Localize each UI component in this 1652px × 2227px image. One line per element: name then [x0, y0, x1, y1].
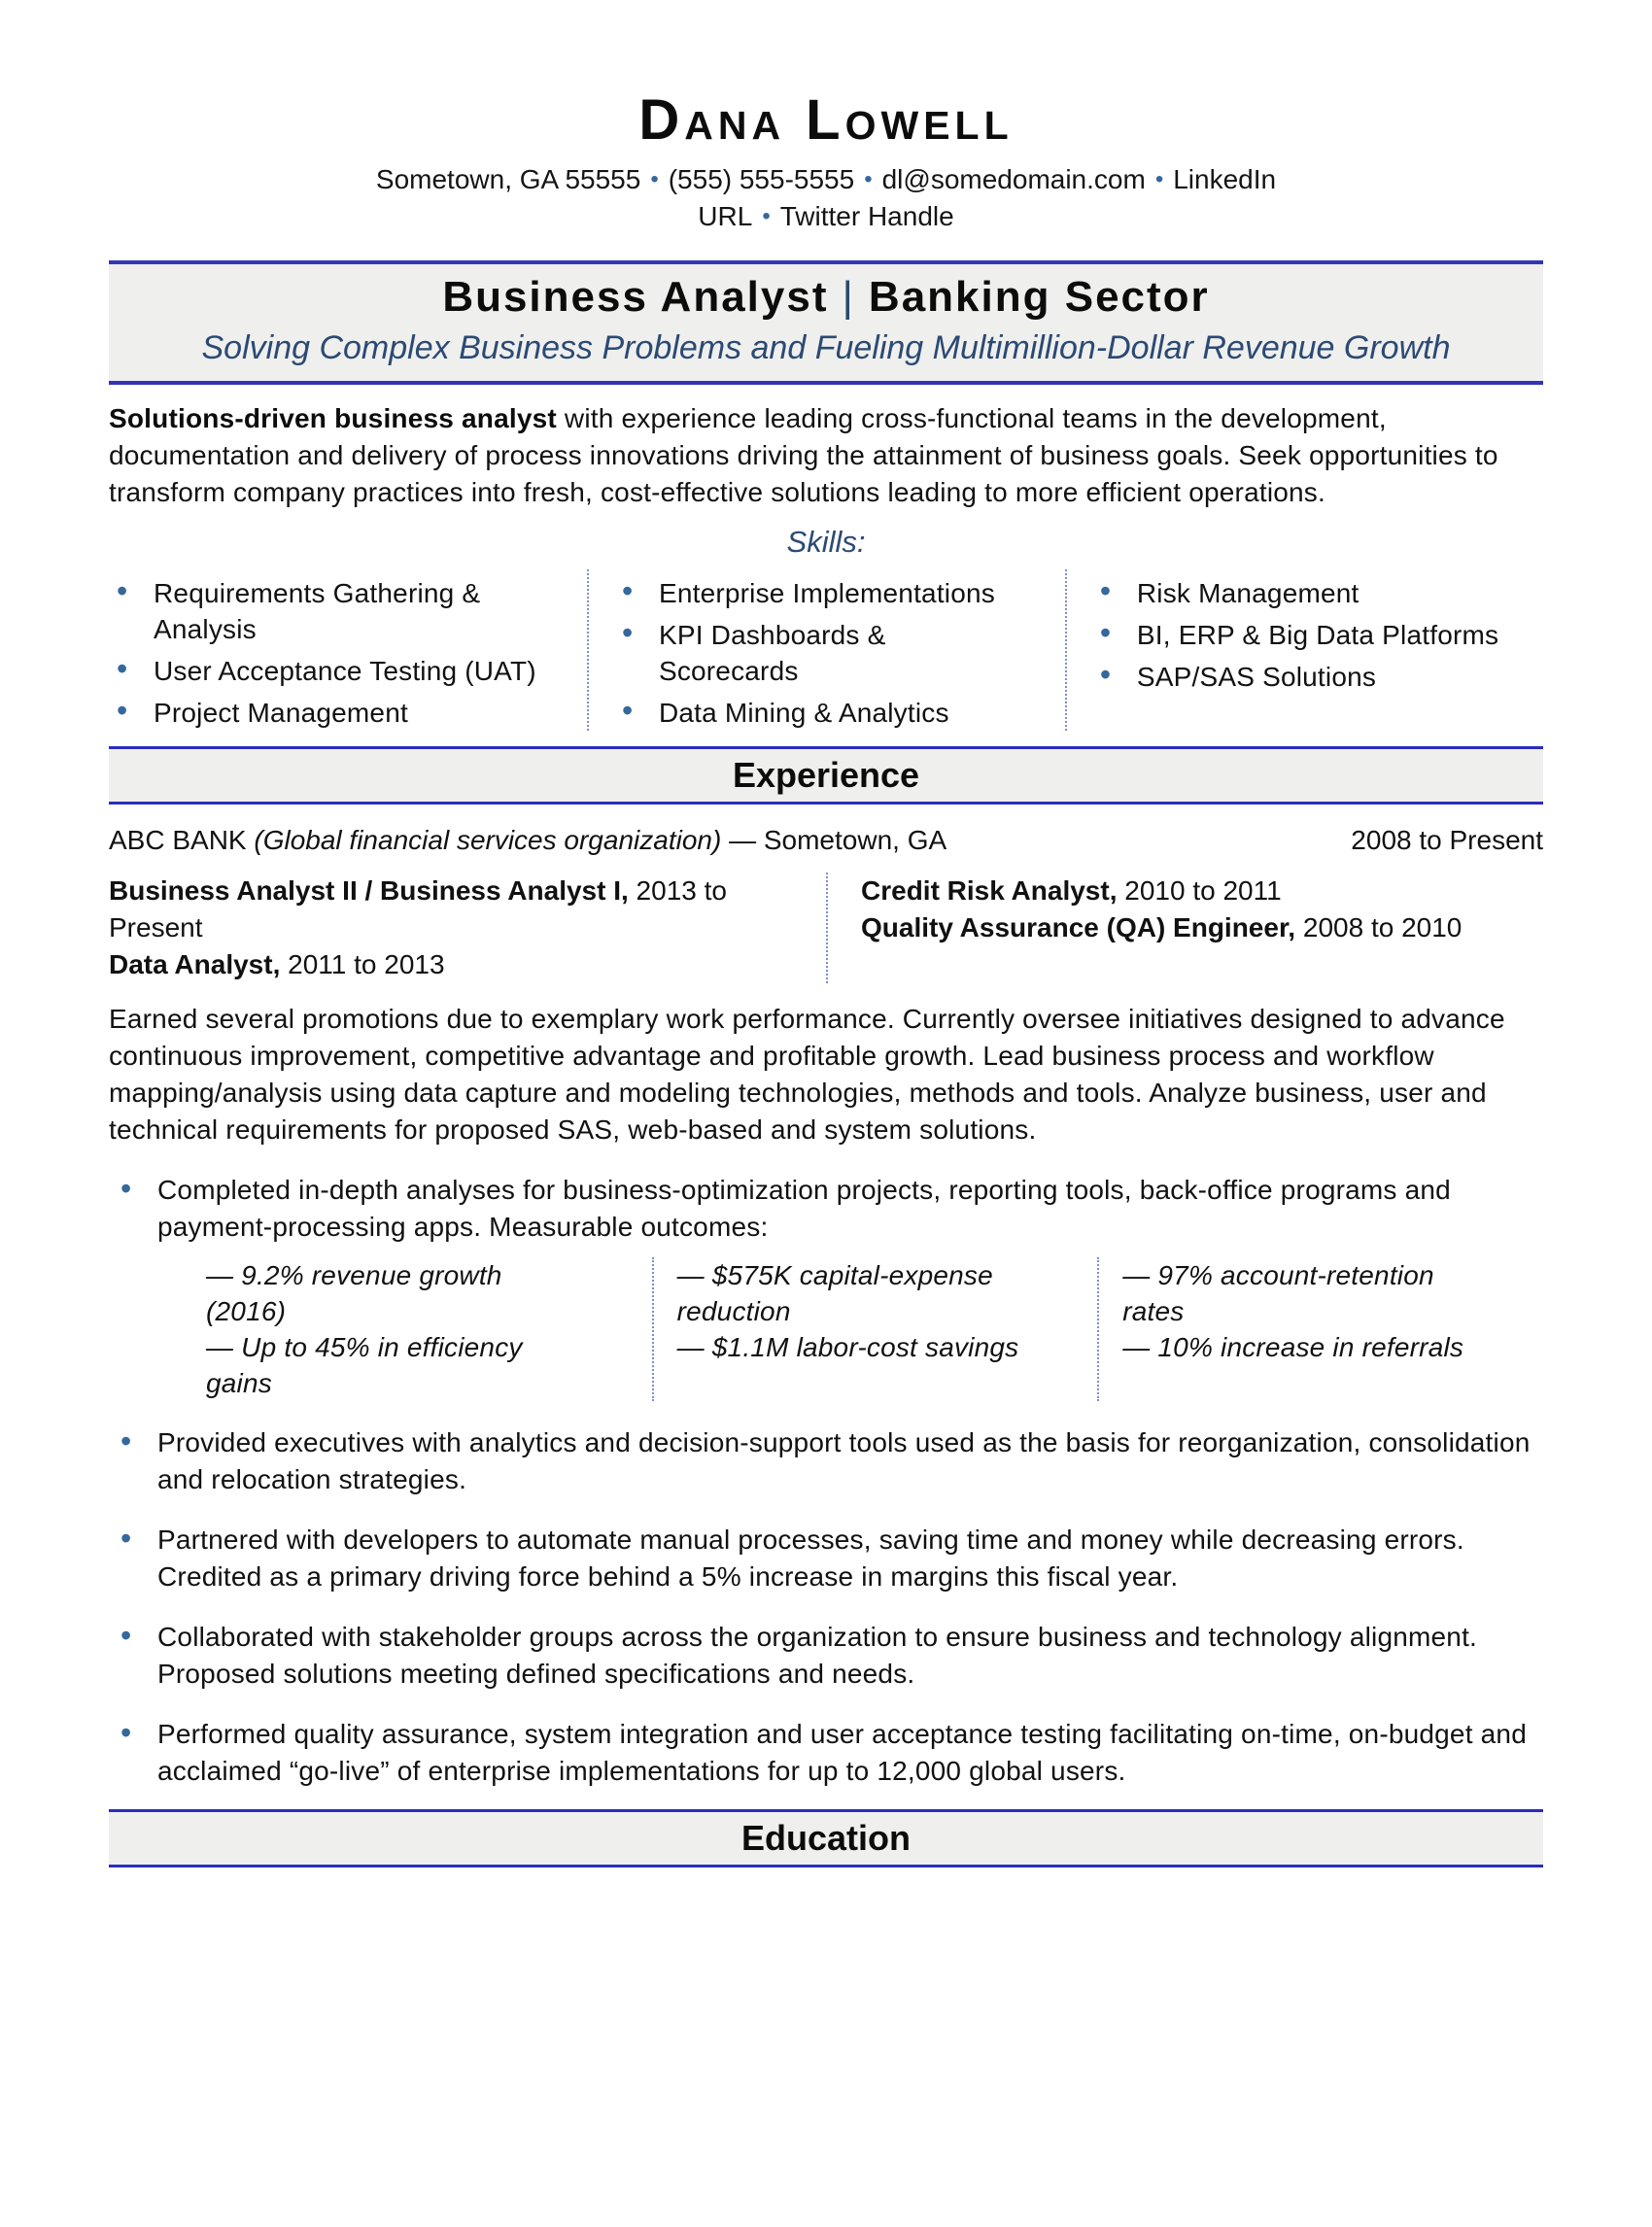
position-entry	[109, 946, 783, 983]
bullet-text: Completed in-depth analyses for business-optimization projects, reporting tools, back-office programs and payment-processing apps. Measurable outcomes:	[157, 1175, 1451, 1242]
contact-separator-dot: •	[762, 203, 771, 229]
experience-bullets	[109, 1172, 1543, 1790]
experience-section-header: Experience	[109, 746, 1543, 805]
experience-bullet: • Partnered with developers to automate manual processes, saving time and money while decreasing errors. Credited as a primary driving force behind a 5% increase in margins this fiscal year.	[109, 1522, 1543, 1595]
skills-column-2	[587, 569, 1065, 731]
metric-item: — Up to 45% in efficiency gains	[206, 1332, 523, 1398]
experience-bullet	[109, 1172, 1543, 1401]
contact-line	[296, 161, 1356, 235]
summary-paragraph	[109, 400, 1543, 511]
contact-twitter: Twitter Handle	[779, 201, 954, 231]
company-row	[109, 822, 1543, 859]
position-entry	[861, 909, 1486, 946]
experience-bullet: • Provided executives with analytics and decision-support tools used as the basis for reorganization, consolidation and relocation strategies.	[109, 1424, 1543, 1498]
skills-column-1	[109, 569, 587, 731]
headline-role: Business Analyst	[442, 273, 829, 321]
contact-separator-dot: •	[1154, 166, 1164, 192]
positions-row	[109, 873, 1543, 983]
tagline: Solving Complex Business Problems and Fueling Multimillion-Dollar Revenue Growth	[201, 329, 1451, 366]
skills-columns	[109, 569, 1543, 731]
company-info	[109, 822, 946, 859]
skill-item: • User Acceptance Testing (UAT)	[109, 653, 548, 689]
summary-rest: with experience leading cross-functional teams in the development, documentation and delivery of process innovations driving the attainment of business goals. Seek opportunities to transform company practices into fresh, cost-effective solutions leading to more efficient operations.	[109, 403, 1498, 507]
metric-item: — 9.2% revenue growth (2016)	[206, 1260, 502, 1326]
positions-column-left	[109, 873, 826, 983]
headline	[128, 272, 1524, 323]
company-descriptor: (Global financial services organization)	[254, 825, 722, 855]
position-dates: 2013 to Present	[109, 875, 727, 942]
position-title: Data Analyst,	[109, 949, 281, 979]
position-entry	[861, 873, 1486, 909]
skill-item: • Enterprise Implementations	[614, 575, 1026, 611]
metric-item: — $1.1M labor-cost savings	[676, 1332, 1019, 1362]
contact-location: Sometown, GA 55555	[375, 164, 641, 194]
position-dates: 2010 to 2011	[1117, 875, 1282, 906]
metric-item: — $575K capital-expense reduction	[676, 1260, 993, 1326]
candidate-name: Dana Lowell	[638, 88, 1014, 152]
metrics-column-2	[652, 1257, 1098, 1401]
skill-item: • Data Mining & Analytics	[614, 695, 1026, 731]
headline-divider: |	[842, 273, 855, 321]
headline-sector: Banking Sector	[868, 273, 1210, 321]
contact-separator-dot: •	[650, 166, 659, 192]
metrics-columns	[206, 1257, 1543, 1401]
company-name: ABC BANK	[109, 825, 255, 855]
contact-email: dl@somedomain.com	[881, 164, 1146, 194]
metrics-column-1	[206, 1257, 652, 1401]
resume-page	[0, 89, 1652, 2227]
skill-item: • SAP/SAS Solutions	[1092, 659, 1504, 695]
contact-linkedin: LinkedIn URL	[698, 164, 1277, 231]
experience-overview: Earned several promotions due to exemplary work performance. Currently oversee initiatives designed to advance continuous improvement, competitive advantage and profitable growth. Lead business process and workflow mapping/analysis using data capture and modeling technologies, methods and tools. Analyze business, user and technical requirements for proposed SAS, web-based and system solutions.	[109, 1004, 1505, 1145]
position-title: Quality Assurance (QA) Engineer,	[861, 912, 1296, 942]
skill-item: • KPI Dashboards & Scorecards	[614, 617, 1026, 689]
company-dates: 2008 to Present	[1351, 825, 1543, 855]
metrics-column-3	[1097, 1257, 1543, 1401]
position-title: Credit Risk Analyst,	[861, 875, 1118, 906]
summary-lead: Solutions-driven business analyst	[109, 403, 557, 433]
positions-column-right	[826, 873, 1486, 983]
skills-label: Skills:	[786, 525, 866, 559]
contact-separator-dot: •	[864, 166, 873, 192]
position-title: Business Analyst II / Business Analyst I,	[109, 875, 629, 906]
education-section-header: Education	[109, 1809, 1543, 1867]
position-entry	[109, 873, 783, 946]
contact-phone: (555) 555-5555	[668, 164, 855, 194]
metric-item: — 97% account-retention rates	[1122, 1260, 1434, 1326]
experience-bullet: • Performed quality assurance, system integration and user acceptance testing facilitating on-time, on-budget and acclaimed “go-live” of enterprise implementations for up to 12,000 global users.	[109, 1716, 1543, 1790]
position-dates: 2011 to 2013	[280, 949, 445, 979]
skill-item: • Project Management	[109, 695, 548, 731]
metric-item: — 10% increase in referrals	[1122, 1332, 1464, 1362]
skills-column-3	[1065, 569, 1543, 731]
company-location: — Sometown, GA	[721, 825, 947, 855]
skill-item: • Requirements Gathering & Analysis	[109, 575, 548, 647]
skill-item: • Risk Management	[1092, 575, 1504, 611]
title-banner	[109, 260, 1543, 385]
position-dates: 2008 to 2010	[1295, 912, 1463, 942]
skill-item: • BI, ERP & Big Data Platforms	[1092, 617, 1504, 653]
experience-bullet: • Collaborated with stakeholder groups across the organization to ensure business and technology alignment. Proposed solutions meeting defined specifications and needs.	[109, 1619, 1543, 1693]
